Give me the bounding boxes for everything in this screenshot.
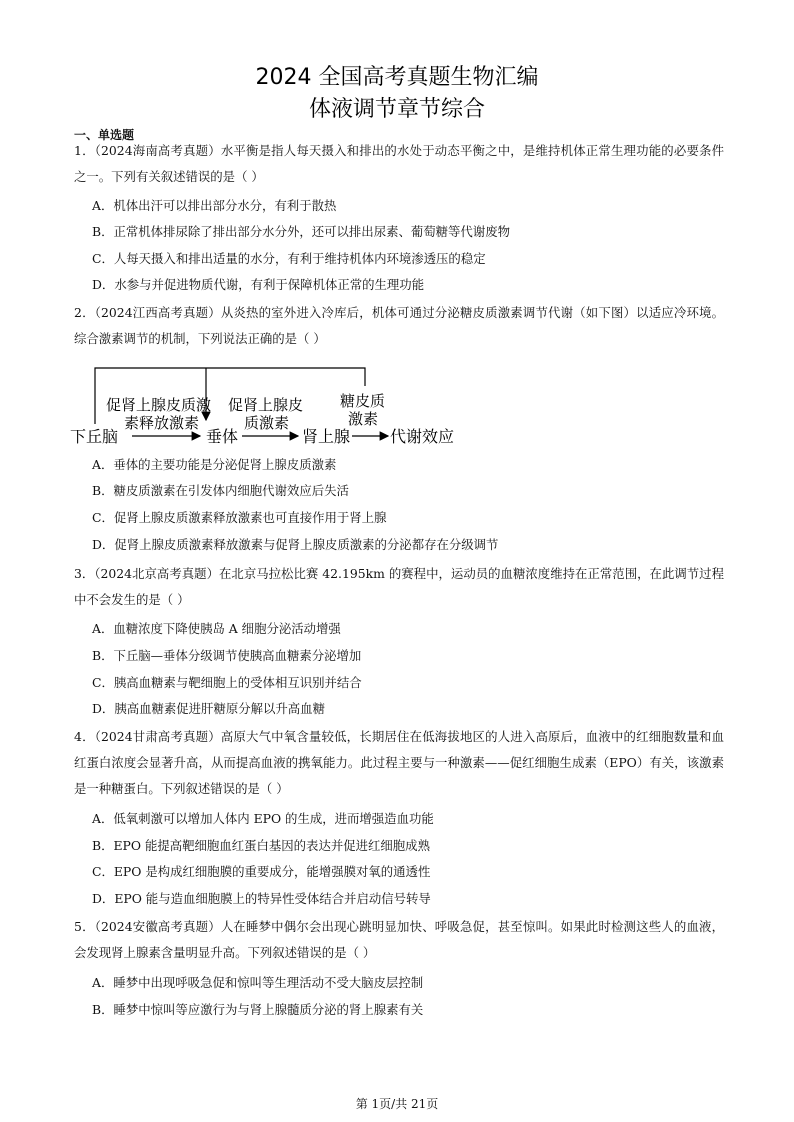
question-5-option-b: B．睡梦中惊叫等应激行为与肾上腺髓质分泌的肾上腺素有关 — [92, 1002, 424, 1017]
node-adrenal: 肾上腺 — [302, 427, 351, 446]
question-1-option-c: C．人每天摄入和排出适量的水分，有利于维持机体内环境渗透压的稳定 — [92, 251, 486, 266]
question-3-option-c: C．胰高血糖素与靶细胞上的受体相互识别并结合 — [92, 675, 362, 690]
question-2-stem: 2．（2024江西高考真题）从炎热的室外进入冷库后，机体可通过分泌糖皮质激素调节代谢（如下图）以适应冷环境。综合激素调节的机制，下列说法正确的是（ ） — [74, 305, 724, 346]
label-glucocorticoid-line2: 激素 — [348, 410, 379, 428]
question-2-option-c: C．促肾上腺皮质激素释放激素也可直接作用于肾上腺 — [92, 510, 387, 525]
question-4-option-b: B．EPO 能提高靶细胞血红蛋白基因的表达并促进红细胞成熟 — [92, 838, 430, 853]
question-2-option-d: D．促肾上腺皮质激素释放激素与促肾上腺皮质激素的分泌都存在分级调节 — [92, 537, 499, 552]
question-4-option-d: D．EPO 能与造血细胞膜上的特异性受体结合并启动信号转导 — [92, 891, 431, 906]
question-1-stem: 1．（2024海南高考真题）水平衡是指人每天摄入和排出的水处于动态平衡之中，是维持机体正常生理功能的必要条件之一。下列有关叙述错误的是（ ） — [74, 143, 724, 184]
question-1-option-b: B．正常机体排尿除了排出部分水分外，还可以排出尿素、葡萄糖等代谢废物 — [92, 224, 510, 239]
node-metabolic-effect: 代谢效应 — [390, 427, 455, 446]
question-3-stem: 3．（2024北京高考真题）在北京马拉松比赛 42.195km 的赛程中，运动员的血糖浓度维持在正常范围，在此调节过程中不会发生的是（ ） — [74, 566, 724, 607]
question-2-option-a: A．垂体的主要功能是分泌促肾上腺皮质激素 — [92, 457, 337, 472]
node-pituitary: 垂体 — [206, 427, 239, 446]
question-4-option-c: C．EPO 是构成红细胞膜的重要成分，能增强膜对氧的通透性 — [92, 864, 431, 879]
question-1-option-d: D．水参与并促进物质代谢，有利于保障机体正常的生理功能 — [92, 277, 425, 292]
question-5-stem: 5．（2024安徽高考真题）人在睡梦中偶尔会出现心跳明显加快、呼吸急促，甚至惊叫。如果此时检测这些人的血液，会发现肾上腺素含量明显升高。下列叙述错误的是（ ） — [74, 919, 724, 960]
label-crh-line2: 素释放激素 — [124, 414, 200, 432]
label-glucocorticoid-line1: 糖皮质 — [340, 392, 386, 410]
question-1-option-a: A．机体出汗可以排出部分水分，有利于散热 — [92, 198, 337, 213]
label-acth-line1: 促肾上腺皮 — [228, 396, 304, 414]
question-4-option-a: A．低氧刺激可以增加人体内 EPO 的生成，进而增强造血功能 — [92, 811, 434, 826]
page-number: 第 1页/共 21页 — [355, 1097, 439, 1111]
question-3-option-b: B．下丘脑—垂体分级调节使胰高血糖素分泌增加 — [92, 648, 362, 663]
section-heading: 一、单选题 — [74, 128, 135, 142]
question-4-stem: 4．（2024甘肃高考真题）高原大气中氧含量较低，长期居住在低海拔地区的人进入高原后，血液中的红细胞数量和血红蛋白浓度会显著升高，从而提高血液的携氧能力。此过程主要与一种激素——促红细胞生成素（EPO）有关，该激素是一种糖蛋白。下列叙述错误的是（ ） — [74, 729, 724, 796]
document-title: 2024 全国高考真题生物汇编 — [255, 65, 539, 90]
hormone-regulation-diagram — [70, 364, 470, 450]
question-5-option-a: A．睡梦中出现呼吸急促和惊叫等生理活动不受大脑皮层控制 — [92, 975, 424, 990]
label-acth-line2: 质激素 — [244, 414, 290, 432]
question-3-option-d: D．胰高血糖素促进肝糖原分解以升高血糖 — [92, 701, 325, 716]
label-crh-line1: 促肾上腺皮质激 — [106, 396, 212, 414]
question-3-option-a: A．血糖浓度下降使胰岛 A 细胞分泌活动增强 — [92, 621, 341, 636]
node-hypothalamus: 下丘脑 — [70, 427, 119, 446]
document-subtitle: 体液调节章节综合 — [308, 97, 485, 122]
question-2-option-b: B．糖皮质激素在引发体内细胞代谢效应后失活 — [92, 483, 349, 498]
